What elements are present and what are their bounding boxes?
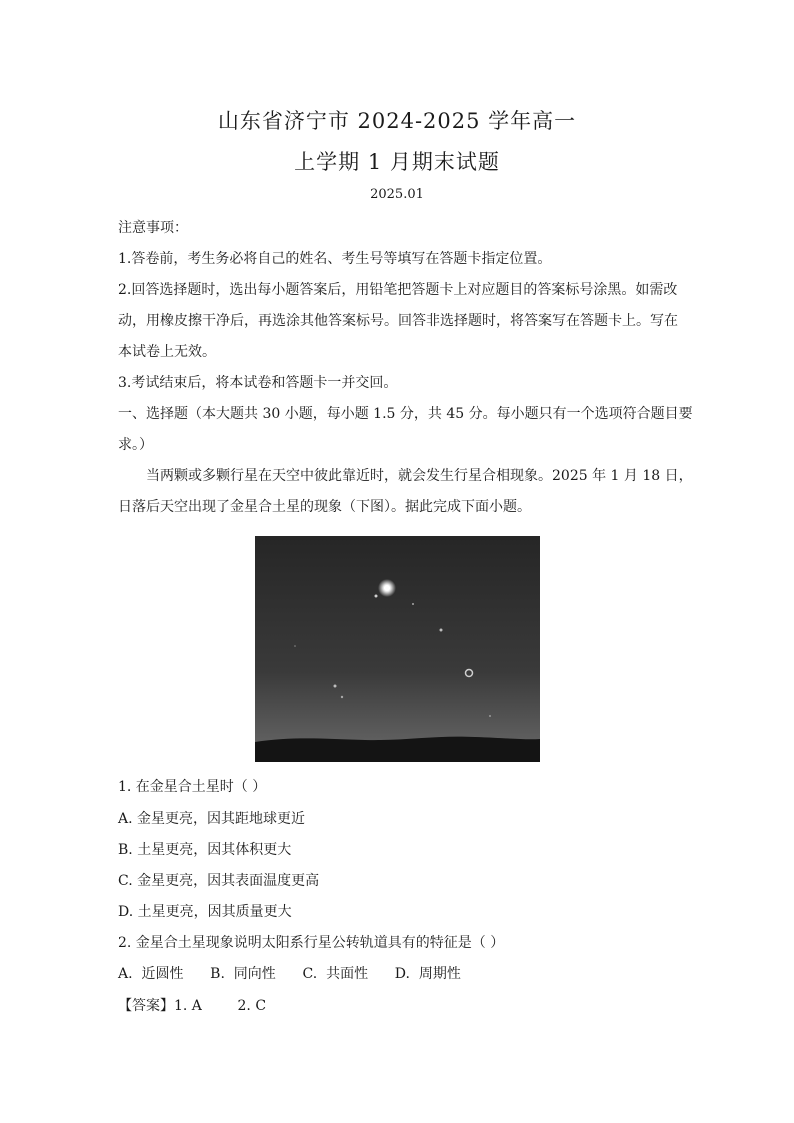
- question-1: 1. 在金星合土星时（ ）: [118, 779, 267, 795]
- passage-line1: 当两颗或多颗行星在天空中彼此靠近时，就会发生行星合相现象。2025 年 1 月 18 日，: [146, 468, 693, 484]
- q1-option-b: B. 土星更亮，因其体积更大: [118, 842, 292, 858]
- note-item-3: 3.考试结束后，将本试卷和答题卡一并交回。: [118, 375, 398, 391]
- page-title-line1: 山东省济宁市 2024-2025 学年高一: [217, 109, 577, 133]
- horizon-silhouette: [255, 737, 540, 762]
- star-point: [412, 603, 414, 605]
- exam-date: 2025.01: [370, 187, 424, 202]
- venus-saturn-conjunction-photo: [255, 536, 540, 762]
- question-2: 2. 金星合土星现象说明太阳系行星公转轨道具有的特征是（ ）: [118, 935, 505, 951]
- note-item-2-line1: 2.回答选择题时，选出每小题答案后，用铅笔把答题卡上对应题目的答案标号涂黑。如需改: [118, 282, 678, 298]
- answer-line: 【答案】1. A 2. C: [118, 998, 267, 1014]
- note-item-2-line2: 动，用橡皮擦干净后，再选涂其他答案标号。回答非选择题时，将答案写在答题卡上。写在: [118, 313, 678, 329]
- star-point: [341, 696, 343, 698]
- star-point: [334, 685, 337, 688]
- passage-line2: 日落后天空出现了金星合土星的现象（下图）。据此完成下面小题。: [118, 499, 531, 515]
- star-point: [440, 629, 443, 632]
- page-title-line2: 上学期 1 月期末试题: [294, 150, 500, 174]
- section-heading-line2: 求。）: [118, 437, 153, 453]
- q1-option-a: A. 金星更亮，因其距地球更近: [118, 811, 306, 827]
- star-point: [294, 645, 296, 647]
- q1-option-d: D. 土星更亮，因其质量更大: [118, 904, 292, 920]
- venus-core: [384, 585, 390, 591]
- section-heading-line1: 一、选择题（本大题共 30 小题，每小题 1.5 分，共 45 分。每小题只有一个选项符合题目要: [118, 406, 693, 422]
- star-point: [375, 595, 378, 598]
- night-sky: [255, 536, 540, 762]
- notes-heading: 注意事项：: [118, 220, 188, 236]
- q2-options: A. 近圆性 B. 同向性 C. 共面性 D. 周期性: [118, 966, 461, 982]
- note-item-2-line3: 本试卷上无效。: [118, 344, 216, 360]
- q1-option-c: C. 金星更亮，因其表面温度更高: [118, 873, 320, 889]
- star-point: [489, 715, 491, 717]
- note-item-1: 1.答卷前，考生务必将自己的姓名、考生号等填写在答题卡指定位置。: [118, 251, 552, 267]
